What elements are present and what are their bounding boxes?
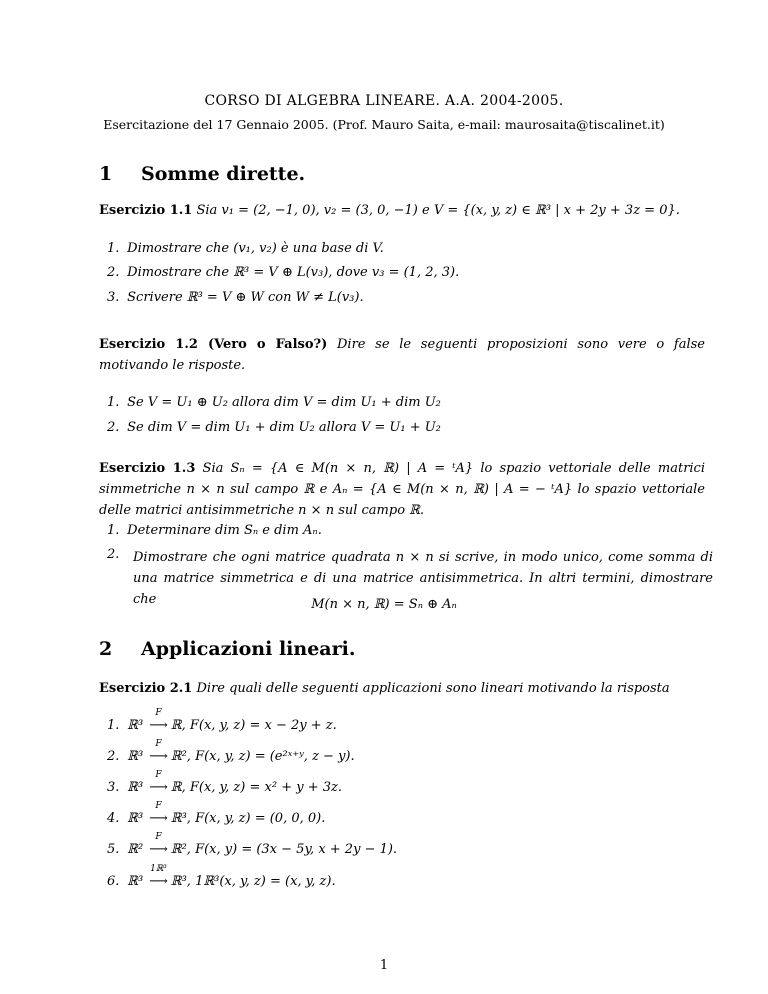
item-number: 1. xyxy=(107,523,120,538)
exercise-1-3 xyxy=(99,458,705,521)
section-heading-1 xyxy=(99,163,305,185)
exercise-text: Dire quali delle seguenti applicazioni sono lineari motivando la risposta xyxy=(196,681,670,696)
arrow-label: F xyxy=(155,832,162,842)
item-number: 2. xyxy=(107,547,120,562)
list-item xyxy=(107,801,326,826)
document-subtitle: Esercitazione del 17 Gennaio 2005. (Prof. Mauro Saita, e-mail: maurosaita@tiscalinet.it) xyxy=(103,117,665,132)
item-domain: ℝ² xyxy=(127,842,144,857)
exercise-text: Dire se le seguenti proposizioni sono vere o false motivando le risposte. xyxy=(99,337,705,373)
item-text: ℝ³, 1ℝ³(x, y, z) = (x, y, z). xyxy=(170,874,336,889)
item-text: Dimostrare che ogni matrice quadrata n × n si scrive, in modo unico, come somma di una matrice simmetrica e di una matrice antisimmetrica. In altri termini, dimostrare che xyxy=(133,550,713,607)
item-number: 2. xyxy=(107,265,120,280)
item-domain: ℝ³ xyxy=(127,874,144,889)
section-number: 1 xyxy=(99,163,113,185)
exercise-text: Sia v₁ = (2, −1, 0), v₂ = (3, 0, −1) e V = {(x, y, z) ∈ ℝ³ | x + 2y + 3z = 0}. xyxy=(196,203,680,218)
item-text: Se dim V = dim U₁ + dim U₂ allora V = U₁ + U₂ xyxy=(127,420,441,435)
arrow-label: 1ℝ³ xyxy=(150,864,167,874)
item-number: 6. xyxy=(107,874,120,889)
item-domain: ℝ³ xyxy=(127,811,144,826)
item-domain: ℝ³ xyxy=(127,749,144,764)
exercise-1-2 xyxy=(99,334,705,376)
list-item xyxy=(107,523,322,538)
list-item xyxy=(107,290,364,305)
item-text: ℝ, F(x, y, z) = x² + y + 3z. xyxy=(170,780,342,795)
list-item xyxy=(107,739,355,764)
section-title: Applicazioni lineari. xyxy=(141,638,356,660)
section-title: Somme dirette. xyxy=(141,163,306,185)
list-item xyxy=(107,708,337,733)
arrow-label: F xyxy=(155,739,162,749)
item-text: Se V = U₁ ⊕ U₂ allora dim V = dim U₁ + dim U₂ xyxy=(127,395,441,410)
section-number: 2 xyxy=(99,638,113,660)
item-domain: ℝ³ xyxy=(127,718,144,733)
list-item xyxy=(107,832,398,857)
item-number: 1. xyxy=(107,241,120,256)
list-item xyxy=(107,395,441,410)
list-item xyxy=(107,241,384,256)
map-arrow: F ⟶ xyxy=(149,832,168,857)
map-arrow: F ⟶ xyxy=(149,801,168,826)
exercise-1-1 xyxy=(99,200,705,221)
display-formula: M(n × n, ℝ) = Sₙ ⊕ Aₙ xyxy=(311,597,457,612)
list-item xyxy=(107,770,342,795)
exercise-text: Sia Sₙ = {A ∈ M(n × n, ℝ) | A = ᵗA} lo spazio vettoriale delle matrici simmetriche n × n sul campo ℝ e Aₙ = {A ∈ M(n × n, ℝ) | A = − ᵗA} lo spazio vettoriale delle matrici antisimmetriche n × n sul campo ℝ. xyxy=(99,461,706,518)
item-text: Dimostrare che ℝ³ = V ⊕ L(v₃), dove v₃ = (1, 2, 3). xyxy=(127,265,460,280)
map-arrow: F ⟶ xyxy=(149,739,168,764)
exercise-label: Esercizio 1.2 (Vero o Falso?) xyxy=(99,337,328,352)
exercise-label: Esercizio 1.1 xyxy=(99,203,193,218)
item-number: 1. xyxy=(107,395,120,410)
section-heading-2 xyxy=(99,638,355,660)
exercise-label: Esercizio 1.3 xyxy=(99,461,196,476)
document-title: CORSO DI ALGEBRA LINEARE. A.A. 2004-2005. xyxy=(204,93,564,109)
arrow-label: F xyxy=(155,801,162,811)
item-text: ℝ³, F(x, y, z) = (0, 0, 0). xyxy=(170,811,326,826)
map-arrow: F ⟶ xyxy=(149,708,168,733)
item-number: 5. xyxy=(107,842,120,857)
item-number: 2. xyxy=(107,749,120,764)
list-item xyxy=(107,864,336,889)
item-number: 1. xyxy=(107,718,120,733)
item-text: Dimostrare che (v₁, v₂) è una base di V. xyxy=(127,241,384,256)
item-number: 4. xyxy=(107,811,120,826)
arrow-label: F xyxy=(155,708,162,718)
exercise-2-1 xyxy=(99,678,705,699)
item-text: Determinare dim Sₙ e dim Aₙ. xyxy=(127,523,322,538)
exercise-label: Esercizio 2.1 xyxy=(99,681,193,696)
item-number: 2. xyxy=(107,420,120,435)
item-text: Scrivere ℝ³ = V ⊕ W con W ≠ L(v₃). xyxy=(127,290,364,305)
item-text: ℝ², F(x, y) = (3x − 5y, x + 2y − 1). xyxy=(170,842,398,857)
item-text: ℝ, F(x, y, z) = x − 2y + z. xyxy=(170,718,337,733)
item-number: 3. xyxy=(107,780,120,795)
item-number: 3. xyxy=(107,290,120,305)
item-text: ℝ², F(x, y, z) = (e²ˣ⁺ʸ, z − y). xyxy=(170,749,355,764)
arrow-label: F xyxy=(155,770,162,780)
map-arrow: 1ℝ³ ⟶ xyxy=(149,864,168,889)
list-item xyxy=(107,265,459,280)
page-number: 1 xyxy=(379,958,389,973)
list-item xyxy=(107,420,441,435)
item-domain: ℝ³ xyxy=(127,780,144,795)
map-arrow: F ⟶ xyxy=(149,770,168,795)
